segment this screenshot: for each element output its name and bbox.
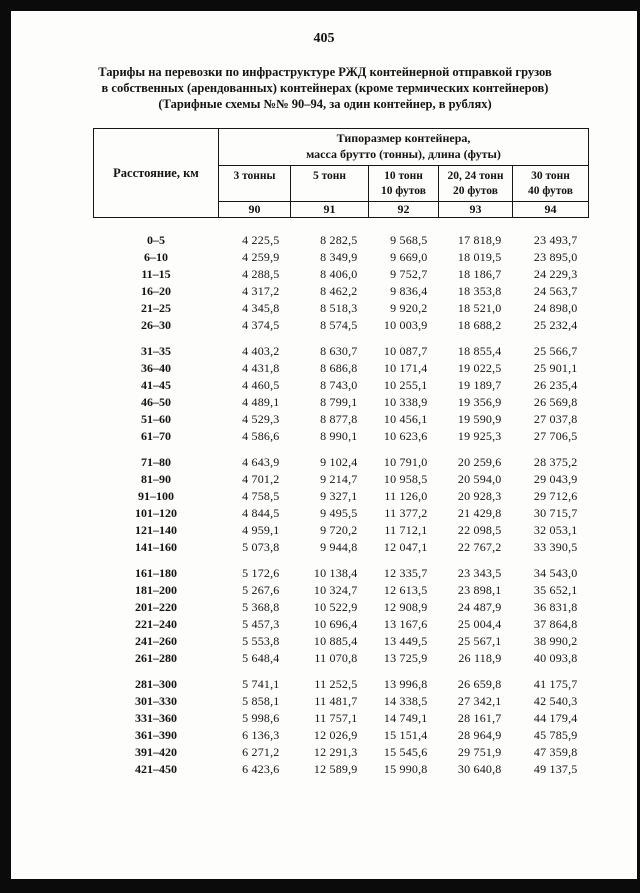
tariff-value-cell: 6 271,2 xyxy=(242,744,280,759)
distance-cell: 21–25 xyxy=(141,300,171,315)
tariff-value-cell: 8 518,3 xyxy=(320,300,358,315)
tariff-value-cell: 27 342,1 xyxy=(457,693,502,708)
tariff-value-cell: 8 630,7 xyxy=(320,343,358,358)
table-row xyxy=(94,599,589,616)
group-spacer xyxy=(94,556,589,565)
tariff-value-cell: 9 102,4 xyxy=(320,454,358,469)
tariff-value-cell: 9 836,4 xyxy=(390,283,428,298)
table-row xyxy=(94,343,589,360)
tariff-value-cell: 30 640,8 xyxy=(457,761,502,776)
table-row xyxy=(94,232,589,249)
scheme-number-93: 93 xyxy=(439,202,513,218)
table-row xyxy=(94,283,589,300)
tariff-value-cell: 28 161,7 xyxy=(457,710,502,725)
tariff-value-cell: 9 920,2 xyxy=(390,300,428,315)
tariff-value-cell: 26 569,8 xyxy=(533,394,578,409)
tariff-value-cell: 20 928,3 xyxy=(457,488,502,503)
tariff-value-cell: 8 799,1 xyxy=(320,394,358,409)
tariff-value-cell: 13 167,6 xyxy=(383,616,428,631)
column-header-20-24t: 20, 24 тонн 20 футов xyxy=(439,166,513,202)
tariff-value-cell: 18 855,4 xyxy=(457,343,502,358)
tariff-value-cell: 4 460,5 xyxy=(242,377,280,392)
tariff-value-cell: 11 377,2 xyxy=(384,505,428,520)
group-spacer xyxy=(94,334,589,343)
tariff-value-cell: 10 338,9 xyxy=(383,394,428,409)
table-row xyxy=(94,360,589,377)
tariff-value-cell: 23 343,5 xyxy=(457,565,502,580)
tariff-value-cell: 10 324,7 xyxy=(313,582,358,597)
tariff-value-cell: 44 179,4 xyxy=(533,710,578,725)
tariff-value-cell: 14 338,5 xyxy=(383,693,428,708)
tariff-value-cell: 10 255,1 xyxy=(383,377,428,392)
table-row xyxy=(94,761,589,778)
tariff-value-cell: 4 643,9 xyxy=(242,454,280,469)
tariff-value-cell: 14 749,1 xyxy=(383,710,428,725)
tariff-value-cell: 9 752,7 xyxy=(390,266,428,281)
tariff-value-cell: 15 545,6 xyxy=(383,744,428,759)
distance-cell: 71–80 xyxy=(141,454,171,469)
tariff-value-cell: 20 594,0 xyxy=(457,471,502,486)
distance-column-header: Расстояние, км xyxy=(94,129,219,218)
tariff-value-cell: 5 172,6 xyxy=(242,565,280,580)
table-row xyxy=(94,744,589,761)
tariff-value-cell: 17 818,9 xyxy=(457,232,502,247)
distance-cell: 26–30 xyxy=(141,317,171,332)
container-type-header-line2: масса брутто (тонны), длина (футы) xyxy=(306,147,501,161)
tariff-value-cell: 4 959,1 xyxy=(242,522,280,537)
distance-cell: 391–420 xyxy=(135,744,177,759)
table-row xyxy=(94,394,589,411)
distance-cell: 6–10 xyxy=(144,249,168,264)
title-line-3: (Тарифные схемы №№ 90–94, за один контейнер, в рублях) xyxy=(158,97,492,111)
distance-cell: 141–160 xyxy=(135,539,177,554)
distance-cell: 121–140 xyxy=(135,522,177,537)
tariff-value-cell: 23 493,7 xyxy=(533,232,578,247)
tariff-value-cell: 41 175,7 xyxy=(533,676,578,691)
tariff-value-cell: 4 403,2 xyxy=(242,343,280,358)
table-row xyxy=(94,710,589,727)
table-row xyxy=(94,300,589,317)
tariff-value-cell: 15 151,4 xyxy=(383,727,428,742)
tariff-value-cell: 4 701,2 xyxy=(242,471,280,486)
distance-cell: 221–240 xyxy=(135,616,177,631)
tariff-value-cell: 19 189,7 xyxy=(457,377,502,392)
tariff-value-cell: 19 925,3 xyxy=(457,428,502,443)
tariff-value-cell: 9 669,0 xyxy=(390,249,428,264)
tariff-table xyxy=(93,128,589,778)
distance-cell: 281–300 xyxy=(135,676,177,691)
tariff-value-cell: 5 457,3 xyxy=(242,616,280,631)
distance-cell: 201–220 xyxy=(135,599,177,614)
tariff-value-cell: 4 345,8 xyxy=(242,300,280,315)
tariff-value-cell: 24 563,7 xyxy=(533,283,578,298)
tariff-value-cell: 9 327,1 xyxy=(320,488,358,503)
table-row xyxy=(94,650,589,667)
tariff-value-cell: 26 659,8 xyxy=(457,676,502,691)
tariff-value-cell: 10 456,1 xyxy=(383,411,428,426)
tariff-value-cell: 33 390,5 xyxy=(533,539,578,554)
tariff-value-cell: 10 003,9 xyxy=(383,317,428,332)
page-number: 405 xyxy=(313,31,335,46)
scan-edge-bottom xyxy=(0,879,640,893)
column-header-5t: 5 тонн xyxy=(291,166,369,202)
scheme-number-94: 94 xyxy=(513,202,589,218)
tariff-value-cell: 12 589,9 xyxy=(313,761,358,776)
tariff-value-cell: 24 487,9 xyxy=(457,599,502,614)
tariff-value-cell: 36 831,8 xyxy=(533,599,578,614)
tariff-value-cell: 10 623,6 xyxy=(383,428,428,443)
tariff-value-cell: 24 229,3 xyxy=(533,266,578,281)
tariff-value-cell: 11 252,5 xyxy=(314,676,358,691)
tariff-value-cell: 8 574,5 xyxy=(320,317,358,332)
column-header-30t: 30 тонн 40 футов xyxy=(513,166,589,202)
tariff-value-cell: 11 070,8 xyxy=(314,650,358,665)
tariff-value-cell: 45 785,9 xyxy=(533,727,578,742)
tariff-value-cell: 10 138,4 xyxy=(313,565,358,580)
tariff-value-cell: 9 568,5 xyxy=(390,232,428,247)
table-row xyxy=(94,377,589,394)
tariff-value-cell: 4 225,5 xyxy=(242,232,280,247)
table-row xyxy=(94,488,589,505)
distance-cell: 421–450 xyxy=(135,761,177,776)
tariff-value-cell: 4 374,5 xyxy=(242,317,280,332)
tariff-value-cell: 12 613,5 xyxy=(383,582,428,597)
tariff-value-cell: 10 958,5 xyxy=(383,471,428,486)
tariff-value-cell: 13 449,5 xyxy=(383,633,428,648)
tariff-value-cell: 5 741,1 xyxy=(242,676,280,691)
scheme-number-91: 91 xyxy=(291,202,369,218)
tariff-value-cell: 11 126,0 xyxy=(384,488,428,503)
container-type-header-line1: Типоразмер контейнера, xyxy=(336,131,471,146)
tariff-value-cell: 27 706,5 xyxy=(533,428,578,443)
tariff-value-cell: 8 406,0 xyxy=(320,266,358,281)
tariff-value-cell: 28 964,9 xyxy=(457,727,502,742)
table-row xyxy=(94,454,589,471)
group-spacer xyxy=(94,667,589,676)
tariff-value-cell: 10 885,4 xyxy=(313,633,358,648)
tariff-value-cell: 22 767,2 xyxy=(457,539,502,554)
title-line-2: в собственных (арендованных) контейнерах (кроме термических контейнеров) xyxy=(101,81,549,95)
scan-edge-top xyxy=(0,0,640,11)
tariff-value-cell: 8 743,0 xyxy=(320,377,358,392)
table-row xyxy=(94,266,589,283)
tariff-value-cell: 6 423,6 xyxy=(242,761,280,776)
tariff-value-cell: 29 751,9 xyxy=(457,744,502,759)
table-row xyxy=(94,411,589,428)
tariff-value-cell: 5 553,8 xyxy=(242,633,280,648)
table-row xyxy=(94,505,589,522)
distance-cell: 261–280 xyxy=(135,650,177,665)
tariff-value-cell: 27 037,8 xyxy=(533,411,578,426)
tariff-value-cell: 5 858,1 xyxy=(242,693,280,708)
distance-cell: 181–200 xyxy=(135,582,177,597)
tariff-value-cell: 47 359,8 xyxy=(533,744,578,759)
tariff-value-cell: 9 495,5 xyxy=(320,505,358,520)
tariff-value-cell: 5 998,6 xyxy=(242,710,280,725)
tariff-value-cell: 4 489,1 xyxy=(242,394,280,409)
tariff-value-cell: 18 019,5 xyxy=(457,249,502,264)
tariff-value-cell: 10 087,7 xyxy=(383,343,428,358)
tariff-value-cell: 10 791,0 xyxy=(383,454,428,469)
tariff-value-cell: 35 652,1 xyxy=(533,582,578,597)
tariff-value-cell: 30 715,7 xyxy=(533,505,578,520)
tariff-value-cell: 25 232,4 xyxy=(533,317,578,332)
tariff-value-cell: 4 586,6 xyxy=(242,428,280,443)
distance-cell: 161–180 xyxy=(135,565,177,580)
tariff-value-cell: 13 996,8 xyxy=(383,676,428,691)
header-gap xyxy=(94,218,589,232)
table-row xyxy=(94,676,589,693)
scan-edge-left xyxy=(0,0,11,893)
container-type-header xyxy=(219,129,589,166)
tariff-value-cell: 4 529,3 xyxy=(242,411,280,426)
tariff-value-cell: 29 043,9 xyxy=(533,471,578,486)
tariff-value-cell: 23 898,1 xyxy=(457,582,502,597)
distance-cell: 41–45 xyxy=(141,377,171,392)
tariff-value-cell: 37 864,8 xyxy=(533,616,578,631)
tariff-value-cell: 13 725,9 xyxy=(383,650,428,665)
table-row xyxy=(94,616,589,633)
tariff-value-cell: 4 259,9 xyxy=(242,249,280,264)
tariff-value-cell: 5 648,4 xyxy=(242,650,280,665)
tariff-value-cell: 21 429,8 xyxy=(457,505,502,520)
table-row xyxy=(94,428,589,445)
table-row xyxy=(94,565,589,582)
tariff-value-cell: 8 282,5 xyxy=(320,232,358,247)
tariff-value-cell: 11 712,1 xyxy=(384,522,428,537)
tariff-value-cell: 12 291,3 xyxy=(313,744,358,759)
tariff-value-cell: 10 522,9 xyxy=(313,599,358,614)
table-row xyxy=(94,471,589,488)
tariff-value-cell: 26 235,4 xyxy=(533,377,578,392)
column-header-10t: 10 тонн 10 футов xyxy=(369,166,439,202)
tariff-table-header xyxy=(94,129,589,218)
tariff-value-cell: 8 686,8 xyxy=(320,360,358,375)
tariff-value-cell: 4 844,5 xyxy=(242,505,280,520)
tariff-value-cell: 8 877,8 xyxy=(320,411,358,426)
tariff-value-cell: 5 368,8 xyxy=(242,599,280,614)
tariff-value-cell: 4 288,5 xyxy=(242,266,280,281)
tariff-value-cell: 22 098,5 xyxy=(457,522,502,537)
table-row xyxy=(94,693,589,710)
title-line-1: Тарифы на перевозки по инфраструктуре РЖД контейнерной отправкой грузов xyxy=(98,65,552,79)
tariff-value-cell: 28 375,2 xyxy=(533,454,578,469)
table-row xyxy=(94,582,589,599)
tariff-value-cell: 10 696,4 xyxy=(313,616,358,631)
table-row xyxy=(94,633,589,650)
distance-cell: 241–260 xyxy=(135,633,177,648)
distance-cell: 81–90 xyxy=(141,471,171,486)
distance-cell: 0–5 xyxy=(147,232,165,247)
tariff-value-cell: 11 481,7 xyxy=(314,693,358,708)
tariff-value-cell: 8 349,9 xyxy=(320,249,358,264)
tariff-value-cell: 29 712,6 xyxy=(533,488,578,503)
tariff-value-cell: 26 118,9 xyxy=(458,650,502,665)
tariff-value-cell: 4 758,5 xyxy=(242,488,280,503)
group-spacer xyxy=(94,445,589,454)
table-row xyxy=(94,522,589,539)
tariff-value-cell: 8 990,1 xyxy=(320,428,358,443)
tariff-value-cell: 10 171,4 xyxy=(383,360,428,375)
tariff-value-cell: 18 186,7 xyxy=(457,266,502,281)
distance-cell: 46–50 xyxy=(141,394,171,409)
tariff-value-cell: 11 757,1 xyxy=(314,710,358,725)
distance-cell: 51–60 xyxy=(141,411,171,426)
tariff-value-cell: 19 356,9 xyxy=(457,394,502,409)
distance-cell: 101–120 xyxy=(135,505,177,520)
tariff-value-cell: 18 688,2 xyxy=(457,317,502,332)
table-row xyxy=(94,539,589,556)
tariff-value-cell: 4 317,2 xyxy=(242,283,280,298)
tariff-value-cell: 42 540,3 xyxy=(533,693,578,708)
tariff-value-cell: 12 047,1 xyxy=(383,539,428,554)
tariff-value-cell: 24 898,0 xyxy=(533,300,578,315)
tariff-value-cell: 12 335,7 xyxy=(383,565,428,580)
distance-cell: 61–70 xyxy=(141,428,171,443)
document-title xyxy=(34,64,616,112)
tariff-value-cell: 18 521,0 xyxy=(457,300,502,315)
tariff-value-cell: 4 431,8 xyxy=(242,360,280,375)
tariff-value-cell: 15 990,8 xyxy=(383,761,428,776)
tariff-table-body xyxy=(94,218,589,778)
tariff-value-cell: 38 990,2 xyxy=(533,633,578,648)
tariff-value-cell: 19 590,9 xyxy=(457,411,502,426)
tariff-value-cell: 25 567,1 xyxy=(457,633,502,648)
scheme-number-92: 92 xyxy=(369,202,439,218)
table-row xyxy=(94,727,589,744)
tariff-value-cell: 9 944,8 xyxy=(320,539,358,554)
distance-cell: 31–35 xyxy=(141,343,171,358)
tariff-value-cell: 40 093,8 xyxy=(533,650,578,665)
tariff-value-cell: 25 004,4 xyxy=(457,616,502,631)
column-header-3t: 3 тонны xyxy=(219,166,291,202)
table-row xyxy=(94,317,589,334)
distance-cell: 301–330 xyxy=(135,693,177,708)
tariff-value-cell: 20 259,6 xyxy=(457,454,502,469)
tariff-value-cell: 5 267,6 xyxy=(242,582,280,597)
tariff-value-cell: 12 026,9 xyxy=(313,727,358,742)
distance-cell: 36–40 xyxy=(141,360,171,375)
tariff-value-cell: 19 022,5 xyxy=(457,360,502,375)
distance-cell: 16–20 xyxy=(141,283,171,298)
tariff-value-cell: 49 137,5 xyxy=(533,761,578,776)
tariff-value-cell: 6 136,3 xyxy=(242,727,280,742)
tariff-value-cell: 9 214,7 xyxy=(320,471,358,486)
tariff-value-cell: 9 720,2 xyxy=(320,522,358,537)
tariff-value-cell: 12 908,9 xyxy=(383,599,428,614)
scheme-number-90: 90 xyxy=(219,202,291,218)
tariff-value-cell: 34 543,0 xyxy=(533,565,578,580)
distance-cell: 361–390 xyxy=(135,727,177,742)
distance-cell: 331–360 xyxy=(135,710,177,725)
distance-cell: 91–100 xyxy=(138,488,174,503)
tariff-value-cell: 8 462,2 xyxy=(320,283,358,298)
tariff-value-cell: 25 901,1 xyxy=(533,360,578,375)
tariff-value-cell: 32 053,1 xyxy=(533,522,578,537)
tariff-value-cell: 23 895,0 xyxy=(533,249,578,264)
distance-cell: 11–15 xyxy=(141,266,171,281)
tariff-value-cell: 18 353,8 xyxy=(457,283,502,298)
tariff-value-cell: 25 566,7 xyxy=(533,343,578,358)
tariff-value-cell: 5 073,8 xyxy=(242,539,280,554)
table-row xyxy=(94,249,589,266)
